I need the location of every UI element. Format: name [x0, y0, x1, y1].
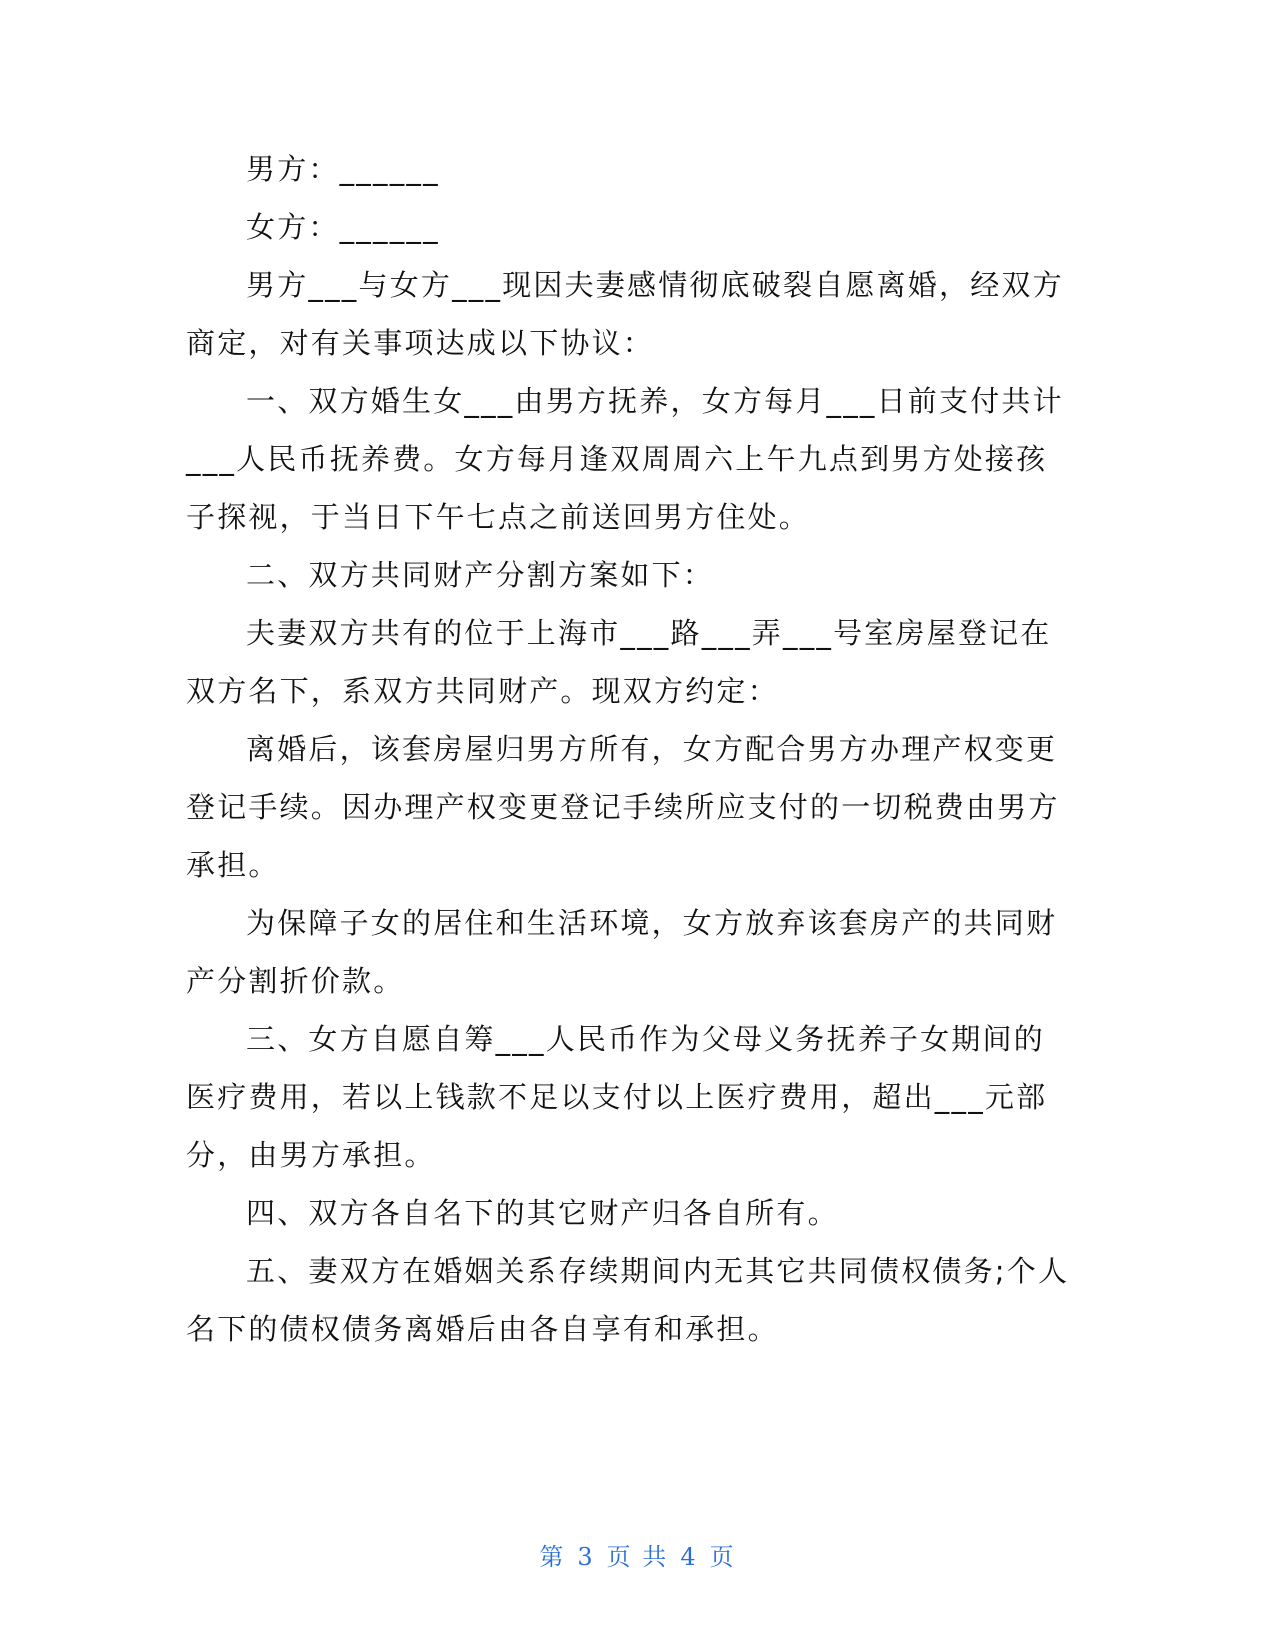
- footer-prefix: 第: [539, 1543, 566, 1571]
- paragraph-property: 夫妻双方共有的位于上海市___路___弄___号室房屋登记在双方名下，系双方共同财产。现双方约定：: [186, 616, 1052, 708]
- paragraph-male-party: 男方：______: [246, 152, 440, 186]
- paragraph-preamble: 男方___与女方___现因夫妻感情彻底破裂自愿离婚，经双方商定，对有关事项达成以下协议：: [186, 268, 1064, 360]
- page-footer: [0, 1537, 1275, 1572]
- footer-suffix: 页: [709, 1543, 736, 1571]
- paragraph-house-ownership: 离婚后，该套房屋归男方所有，女方配合男方办理产权变更登记手续。因办理产权变更登记手续所应支付的一切税费由男方承担。: [186, 732, 1060, 882]
- document-body: [186, 140, 1076, 1358]
- footer-current-page: 3: [577, 1543, 595, 1571]
- paragraph-clause-3: 三、女方自愿自筹___人民币作为父母义务抚养子女期间的医疗费用，若以上钱款不足以支付以上医疗费用，超出___元部分，由男方承担。: [186, 1022, 1048, 1172]
- footer-total-pages: 4: [680, 1543, 698, 1571]
- footer-middle: 页 共: [606, 1543, 669, 1571]
- paragraph-clause-2: 二、双方共同财产分割方案如下：: [246, 558, 715, 592]
- paragraph-clause-5: 五、妻双方在婚姻关系存续期间内无其它共同债权债务;个人名下的债权债务离婚后由各自享有和承担。: [186, 1254, 1070, 1346]
- paragraph-clause-4: 四、双方各自名下的其它财产归各自所有。: [246, 1196, 839, 1230]
- paragraph-waiver: 为保障子女的居住和生活环境，女方放弃该套房产的共同财产分割折价款。: [186, 906, 1058, 998]
- paragraph-clause-1: 一、双方婚生女___由男方抚养，女方每月___日前支付共计___人民币抚养费。女方每月逢双周周六上午九点到男方处接孩子探视，于当日下午七点之前送回男方住处。: [186, 384, 1064, 534]
- paragraph-female-party: 女方：______: [246, 210, 440, 244]
